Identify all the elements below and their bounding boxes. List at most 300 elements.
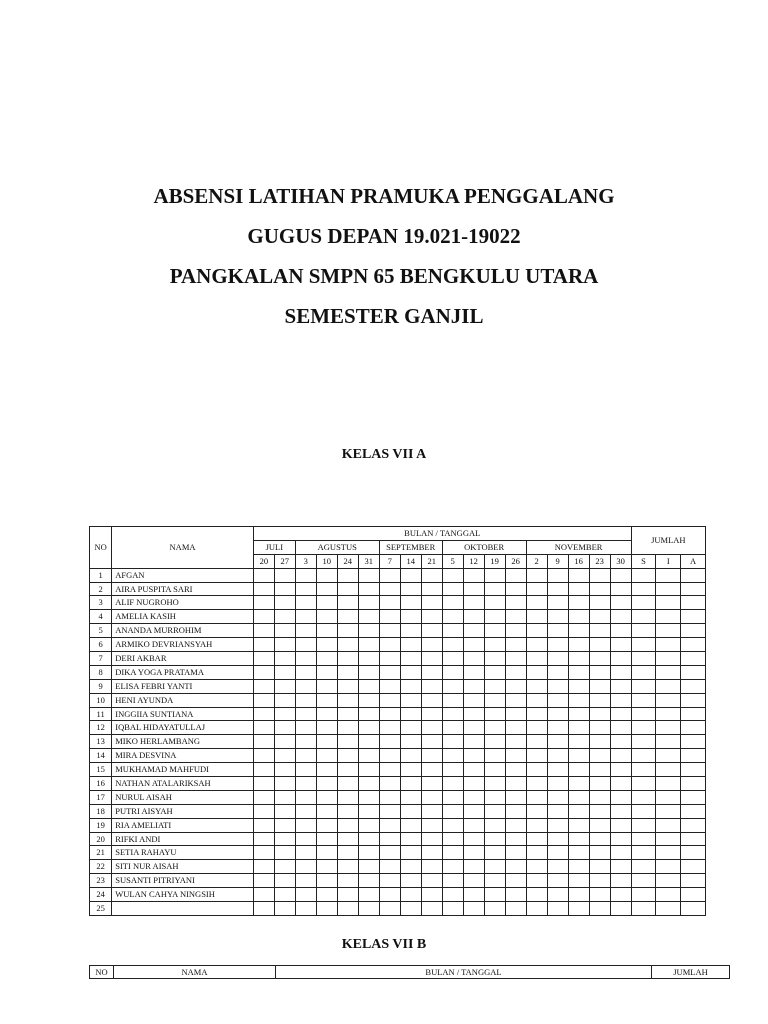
- attendance-cell: [463, 818, 484, 832]
- month-header: OKTOBER: [442, 540, 526, 554]
- row-number: 24: [90, 888, 112, 902]
- attendance-cell: [463, 860, 484, 874]
- attendance-cell: [526, 790, 547, 804]
- attendance-cell: [505, 818, 526, 832]
- attendance-cell: [337, 902, 358, 916]
- attendance-cell: [610, 790, 631, 804]
- attendance-cell: [589, 610, 610, 624]
- student-name: ANANDA MURROHIM: [112, 624, 254, 638]
- attendance-cell: [547, 735, 568, 749]
- attendance-cell: [589, 582, 610, 596]
- attendance-cell: [681, 638, 706, 652]
- attendance-cell: [421, 790, 442, 804]
- attendance-cell: [610, 804, 631, 818]
- attendance-cell: [316, 832, 337, 846]
- attendance-cell: [681, 568, 706, 582]
- attendance-cell: [274, 568, 295, 582]
- attendance-cell: [295, 610, 316, 624]
- attendance-cell: [442, 679, 463, 693]
- attendance-cell: [568, 596, 589, 610]
- attendance-cell: [526, 596, 547, 610]
- attendance-cell: [681, 749, 706, 763]
- attendance-cell: [253, 888, 274, 902]
- attendance-cell: [681, 582, 706, 596]
- attendance-cell: [253, 624, 274, 638]
- attendance-cell: [295, 665, 316, 679]
- attendance-cell: [358, 679, 379, 693]
- attendance-cell: [547, 818, 568, 832]
- attendance-cell: [505, 721, 526, 735]
- attendance-cell: [568, 763, 589, 777]
- attendance-cell: [379, 832, 400, 846]
- attendance-cell: [610, 693, 631, 707]
- table-row: [90, 874, 706, 888]
- row-number: 16: [90, 777, 112, 791]
- attendance-cell: [547, 832, 568, 846]
- attendance-cell: [442, 749, 463, 763]
- attendance-cell: [681, 665, 706, 679]
- attendance-cell: [316, 693, 337, 707]
- attendance-cell: [253, 638, 274, 652]
- attendance-cell: [316, 888, 337, 902]
- attendance-cell: [547, 902, 568, 916]
- attendance-cell: [316, 568, 337, 582]
- attendance-cell: [656, 804, 681, 818]
- attendance-cell: [295, 777, 316, 791]
- attendance-cell: [274, 846, 295, 860]
- attendance-cell: [274, 749, 295, 763]
- student-name: SUSANTI PITRIYANI: [112, 874, 254, 888]
- attendance-cell: [631, 596, 656, 610]
- attendance-cell: [400, 804, 421, 818]
- attendance-cell: [589, 596, 610, 610]
- attendance-cell: [681, 763, 706, 777]
- attendance-cell: [253, 804, 274, 818]
- row-number: 15: [90, 763, 112, 777]
- attendance-cell: [610, 749, 631, 763]
- attendance-cell: [442, 735, 463, 749]
- attendance-cell: [505, 804, 526, 818]
- attendance-cell: [505, 888, 526, 902]
- row-number: 13: [90, 735, 112, 749]
- attendance-cell: [656, 693, 681, 707]
- attendance-cell: [484, 860, 505, 874]
- attendance-cell: [337, 790, 358, 804]
- attendance-cell: [547, 624, 568, 638]
- attendance-cell: [589, 832, 610, 846]
- attendance-cell: [358, 846, 379, 860]
- table-row: [90, 638, 706, 652]
- attendance-cell: [484, 679, 505, 693]
- row-number: 17: [90, 790, 112, 804]
- attendance-cell: [463, 610, 484, 624]
- row-number: 11: [90, 707, 112, 721]
- attendance-cell: [400, 902, 421, 916]
- student-name: ARMIKO DEVRIANSYAH: [112, 638, 254, 652]
- attendance-cell: [589, 846, 610, 860]
- attendance-cell: [442, 610, 463, 624]
- attendance-cell: [358, 568, 379, 582]
- attendance-cell: [274, 596, 295, 610]
- attendance-cell: [274, 860, 295, 874]
- attendance-cell: [547, 804, 568, 818]
- name-header: NAMA: [114, 966, 276, 979]
- attendance-cell: [253, 596, 274, 610]
- attendance-cell: [610, 610, 631, 624]
- attendance-cell: [295, 624, 316, 638]
- attendance-cell: [681, 846, 706, 860]
- attendance-cell: [505, 832, 526, 846]
- attendance-cell: [568, 749, 589, 763]
- attendance-cell: [526, 693, 547, 707]
- attendance-cell: [631, 874, 656, 888]
- attendance-cell: [610, 818, 631, 832]
- attendance-cell: [631, 638, 656, 652]
- attendance-cell: [400, 763, 421, 777]
- attendance-cell: [589, 749, 610, 763]
- attendance-cell: [526, 832, 547, 846]
- attendance-cell: [547, 652, 568, 666]
- attendance-cell: [253, 610, 274, 624]
- total-header: JUMLAH: [652, 966, 730, 979]
- attendance-cell: [400, 721, 421, 735]
- table-row: [90, 777, 706, 791]
- attendance-cell: [526, 777, 547, 791]
- attendance-cell: [568, 777, 589, 791]
- title-line-3: PANGKALAN SMPN 65 BENGKULU UTARA: [169, 264, 599, 288]
- attendance-cell: [610, 679, 631, 693]
- attendance-cell: [379, 596, 400, 610]
- attendance-cell: [337, 846, 358, 860]
- attendance-cell: [547, 846, 568, 860]
- attendance-cell: [421, 735, 442, 749]
- attendance-cell: [316, 818, 337, 832]
- attendance-cell: [400, 624, 421, 638]
- attendance-cell: [656, 902, 681, 916]
- attendance-cell: [421, 665, 442, 679]
- attendance-cell: [316, 707, 337, 721]
- row-number: 2: [90, 582, 112, 596]
- date-header: 9: [547, 554, 568, 568]
- attendance-cell: [631, 624, 656, 638]
- attendance-cell: [568, 818, 589, 832]
- student-name: HENI AYUNDA: [112, 693, 254, 707]
- attendance-cell: [442, 804, 463, 818]
- attendance-cell: [505, 790, 526, 804]
- student-name: SITI NUR AISAH: [112, 860, 254, 874]
- attendance-cell: [274, 790, 295, 804]
- attendance-cell: [379, 777, 400, 791]
- date-header: 10: [316, 554, 337, 568]
- attendance-cell: [681, 652, 706, 666]
- attendance-cell: [484, 846, 505, 860]
- attendance-cell: [526, 749, 547, 763]
- attendance-cell: [295, 693, 316, 707]
- attendance-cell: [568, 735, 589, 749]
- attendance-cell: [610, 638, 631, 652]
- attendance-cell: [274, 638, 295, 652]
- attendance-cell: [379, 804, 400, 818]
- month-header: AGUSTUS: [295, 540, 379, 554]
- attendance-cell: [463, 902, 484, 916]
- attendance-cell: [379, 721, 400, 735]
- date-header: 14: [400, 554, 421, 568]
- attendance-cell: [253, 763, 274, 777]
- attendance-cell: [681, 596, 706, 610]
- attendance-cell: [589, 721, 610, 735]
- attendance-cell: [274, 582, 295, 596]
- attendance-cell: [484, 582, 505, 596]
- attendance-cell: [421, 777, 442, 791]
- attendance-cell: [681, 860, 706, 874]
- attendance-cell: [568, 846, 589, 860]
- attendance-cell: [337, 596, 358, 610]
- attendance-cell: [681, 624, 706, 638]
- attendance-cell: [442, 763, 463, 777]
- attendance-cell: [295, 846, 316, 860]
- month-header: SEPTEMBER: [379, 540, 442, 554]
- attendance-cell: [274, 610, 295, 624]
- attendance-cell: [547, 707, 568, 721]
- attendance-cell: [274, 721, 295, 735]
- attendance-cell: [681, 721, 706, 735]
- row-number: 7: [90, 652, 112, 666]
- attendance-cell: [379, 763, 400, 777]
- attendance-cell: [421, 832, 442, 846]
- attendance-cell: [526, 610, 547, 624]
- student-name: WULAN CAHYA NINGSIH: [112, 888, 254, 902]
- date-header: 21: [421, 554, 442, 568]
- date-header: 27: [274, 554, 295, 568]
- attendance-cell: [526, 582, 547, 596]
- total-sub-header: S: [631, 554, 656, 568]
- attendance-cell: [681, 888, 706, 902]
- attendance-cell: [463, 749, 484, 763]
- student-name: DIKA YOGA PRATAMA: [112, 665, 254, 679]
- attendance-cell: [295, 749, 316, 763]
- title-line-2: GUGUS DEPAN 19.021-19022: [247, 224, 521, 248]
- attendance-cell: [681, 777, 706, 791]
- attendance-cell: [484, 610, 505, 624]
- attendance-cell: [337, 860, 358, 874]
- attendance-cell: [484, 902, 505, 916]
- attendance-cell: [421, 707, 442, 721]
- attendance-cell: [274, 652, 295, 666]
- attendance-cell: [337, 763, 358, 777]
- attendance-cell: [589, 652, 610, 666]
- attendance-cell: [656, 860, 681, 874]
- attendance-cell: [421, 582, 442, 596]
- attendance-cell: [253, 790, 274, 804]
- attendance-cell: [316, 846, 337, 860]
- attendance-cell: [358, 777, 379, 791]
- date-header: 16: [568, 554, 589, 568]
- attendance-cell: [400, 638, 421, 652]
- attendance-cell: [505, 624, 526, 638]
- attendance-cell: [337, 804, 358, 818]
- attendance-cell: [400, 846, 421, 860]
- attendance-cell: [463, 874, 484, 888]
- attendance-cell: [442, 721, 463, 735]
- attendance-cell: [463, 582, 484, 596]
- attendance-cell: [631, 832, 656, 846]
- table-row: [90, 693, 706, 707]
- attendance-cell: [463, 721, 484, 735]
- attendance-cell: [253, 693, 274, 707]
- attendance-cell: [337, 568, 358, 582]
- title-line-4: SEMESTER GANJIL: [284, 304, 484, 328]
- attendance-cell: [274, 624, 295, 638]
- attendance-cell: [442, 638, 463, 652]
- attendance-cell: [568, 679, 589, 693]
- attendance-cell: [610, 568, 631, 582]
- attendance-cell: [547, 679, 568, 693]
- attendance-cell: [421, 763, 442, 777]
- table-row: [90, 763, 706, 777]
- attendance-cell: [400, 832, 421, 846]
- attendance-cell: [400, 749, 421, 763]
- row-number: 1: [90, 568, 112, 582]
- attendance-cell: [484, 874, 505, 888]
- attendance-cell: [526, 846, 547, 860]
- attendance-cell: [358, 707, 379, 721]
- row-number: 20: [90, 832, 112, 846]
- attendance-cell: [610, 582, 631, 596]
- attendance-cell: [484, 568, 505, 582]
- table-row: [90, 818, 706, 832]
- total-sub-header: I: [656, 554, 681, 568]
- attendance-cell: [400, 707, 421, 721]
- date-header: 5: [442, 554, 463, 568]
- attendance-cell: [656, 749, 681, 763]
- attendance-cell: [337, 624, 358, 638]
- student-name: [112, 902, 254, 916]
- attendance-cell: [568, 721, 589, 735]
- attendance-cell: [253, 735, 274, 749]
- attendance-cell: [337, 818, 358, 832]
- attendance-cell: [505, 902, 526, 916]
- attendance-cell: [295, 638, 316, 652]
- attendance-cell: [631, 763, 656, 777]
- attendance-cell: [463, 679, 484, 693]
- attendance-cell: [253, 721, 274, 735]
- attendance-cell: [421, 860, 442, 874]
- attendance-cell: [610, 721, 631, 735]
- attendance-cell: [547, 763, 568, 777]
- attendance-cell: [505, 679, 526, 693]
- attendance-cell: [274, 665, 295, 679]
- attendance-cell: [568, 860, 589, 874]
- attendance-cell: [295, 888, 316, 902]
- row-number: 18: [90, 804, 112, 818]
- attendance-cell: [505, 707, 526, 721]
- attendance-cell: [610, 888, 631, 902]
- attendance-cell: [526, 568, 547, 582]
- attendance-cell: [656, 874, 681, 888]
- attendance-cell: [442, 902, 463, 916]
- attendance-cell: [568, 568, 589, 582]
- attendance-cell: [253, 777, 274, 791]
- attendance-cell: [400, 818, 421, 832]
- attendance-cell: [610, 874, 631, 888]
- attendance-cell: [337, 679, 358, 693]
- attendance-cell: [316, 749, 337, 763]
- attendance-cell: [379, 818, 400, 832]
- attendance-cell: [610, 846, 631, 860]
- row-number: 25: [90, 902, 112, 916]
- student-name: ALIF NUGROHO: [112, 596, 254, 610]
- attendance-cell: [316, 665, 337, 679]
- attendance-cell: [379, 874, 400, 888]
- attendance-cell: [681, 790, 706, 804]
- attendance-cell: [589, 679, 610, 693]
- class-a-heading: KELAS VII A: [341, 447, 427, 462]
- attendance-cell: [400, 568, 421, 582]
- attendance-cell: [568, 652, 589, 666]
- attendance-cell: [337, 693, 358, 707]
- attendance-cell: [295, 832, 316, 846]
- attendance-cell: [358, 610, 379, 624]
- attendance-cell: [400, 582, 421, 596]
- attendance-cell: [400, 665, 421, 679]
- attendance-cell: [253, 707, 274, 721]
- row-number: 14: [90, 749, 112, 763]
- attendance-cell: [295, 735, 316, 749]
- attendance-cell: [358, 874, 379, 888]
- attendance-cell: [656, 777, 681, 791]
- attendance-cell: [358, 888, 379, 902]
- attendance-cell: [547, 874, 568, 888]
- attendance-cell: [526, 763, 547, 777]
- attendance-cell: [568, 874, 589, 888]
- attendance-cell: [337, 610, 358, 624]
- attendance-cell: [505, 582, 526, 596]
- attendance-cell: [316, 721, 337, 735]
- attendance-cell: [656, 582, 681, 596]
- attendance-cell: [656, 707, 681, 721]
- row-number: 8: [90, 665, 112, 679]
- date-header: 12: [463, 554, 484, 568]
- attendance-cell: [442, 874, 463, 888]
- attendance-cell: [656, 735, 681, 749]
- attendance-cell: [589, 888, 610, 902]
- period-header: BULAN / TANGGAL: [276, 966, 652, 979]
- attendance-cell: [295, 596, 316, 610]
- attendance-cell: [589, 638, 610, 652]
- attendance-cell: [484, 763, 505, 777]
- attendance-cell: [589, 790, 610, 804]
- attendance-cell: [505, 596, 526, 610]
- attendance-cell: [610, 777, 631, 791]
- row-number: 21: [90, 846, 112, 860]
- student-name: DERI AKBAR: [112, 652, 254, 666]
- attendance-cell: [526, 735, 547, 749]
- attendance-cell: [463, 735, 484, 749]
- attendance-cell: [463, 665, 484, 679]
- attendance-cell: [358, 860, 379, 874]
- table-row: [90, 804, 706, 818]
- date-header: 20: [253, 554, 274, 568]
- attendance-cell: [589, 777, 610, 791]
- attendance-cell: [379, 652, 400, 666]
- attendance-cell: [421, 568, 442, 582]
- attendance-cell: [505, 652, 526, 666]
- attendance-cell: [274, 735, 295, 749]
- attendance-cell: [379, 707, 400, 721]
- attendance-cell: [379, 846, 400, 860]
- row-number: 6: [90, 638, 112, 652]
- attendance-cell: [463, 888, 484, 902]
